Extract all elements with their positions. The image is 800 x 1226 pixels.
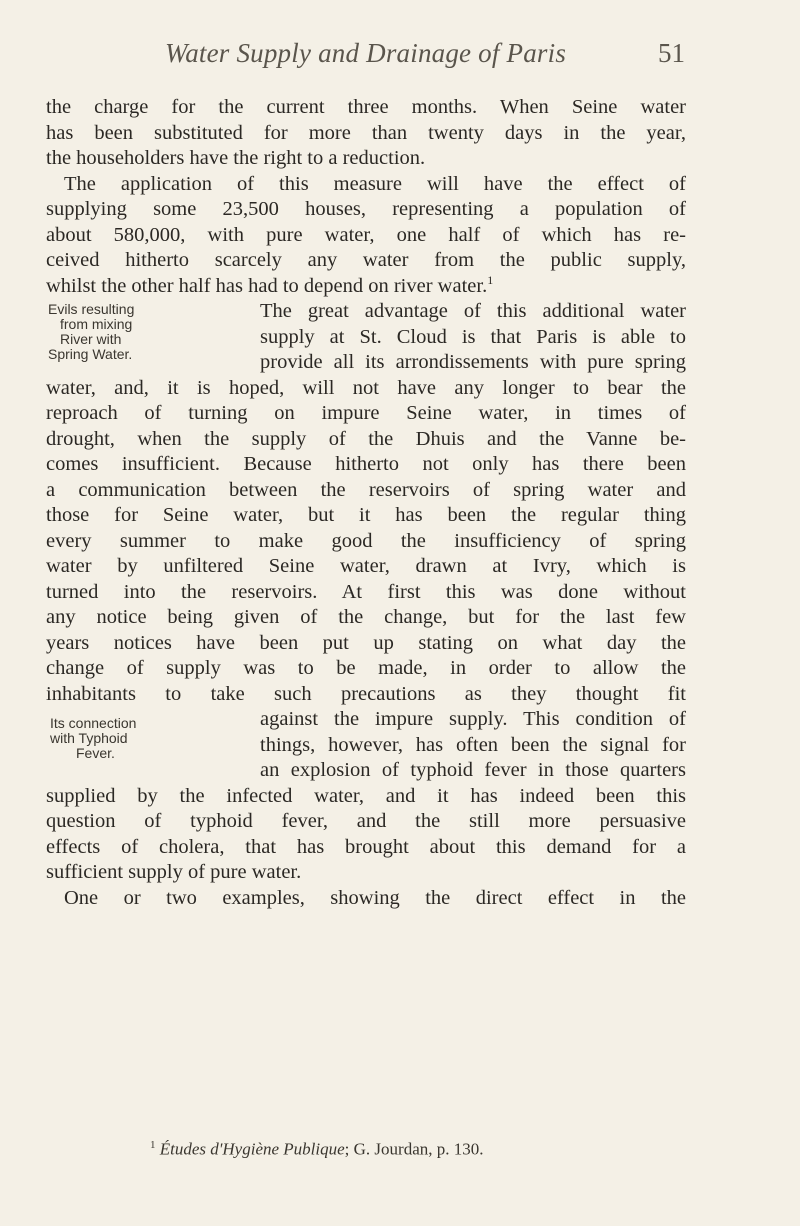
text-line: about 580,000, with pure water, one half of which has re- xyxy=(46,223,686,246)
text-line: effects of cholera, that has brought about this demand for a xyxy=(46,835,686,858)
text-line: reproach of turning on impure Seine water, in times of xyxy=(46,402,686,424)
text-line: any notice being given of the change, but for the last few xyxy=(46,606,686,628)
footnote-marker: 1 xyxy=(150,1139,156,1151)
running-title: Water Supply and Drainage of Paris xyxy=(165,38,567,68)
text-line: water by unfiltered Seine water, drawn at Ivry, which is xyxy=(46,555,686,577)
text-line: against the impure supply. This condition of xyxy=(260,708,686,730)
text-line: question of typhoid fever, and the still more persuasive xyxy=(46,810,686,832)
text-line: things, however, has often been the signal for xyxy=(260,733,686,756)
marginal-note-evils: Evils resulting from mixing River with Spring Water. xyxy=(48,301,135,362)
marginal-note-typhoid: Its connection with Typhoid Fever. xyxy=(50,715,137,761)
page-number: 51 xyxy=(658,38,685,68)
text-line: sufficient supply of pure water. xyxy=(46,861,302,883)
text-line: has been substituted for more than twenty days in the year, xyxy=(46,121,686,144)
text-line: drought, when the supply of the Dhuis and the Vanne be- xyxy=(46,427,686,450)
text-line: a communication between the reservoirs of spring water and xyxy=(46,478,686,501)
text-line: every summer to make good the insufficiency of spring xyxy=(46,529,686,552)
text-line: supplied by the infected water, and it has indeed been this xyxy=(46,784,686,807)
text-line: The great advantage of this additional water xyxy=(260,300,686,322)
text-line: supply at St. Cloud is that Paris is able to xyxy=(260,325,686,348)
text-line: water, and, it is hoped, will not have any longer to bear the xyxy=(46,376,686,399)
text-line: ceived hitherto scarcely any water from the public supply, xyxy=(46,249,686,271)
footnote-reference: 1 xyxy=(487,272,494,287)
text-line: change of supply was to be made, in order to allow the xyxy=(46,657,686,679)
footnote-source-title: Études d'Hygiène Publique xyxy=(159,1139,345,1159)
text-line: whilst the other half has had to depend on river water.$^1$ xyxy=(46,272,494,297)
text-line: turned into the reservoirs. At first this was done without xyxy=(46,580,686,603)
text-line: supplying some 23,500 houses, representing a population of xyxy=(46,198,686,220)
text-line: inhabitants to take such precautions as they thought fit xyxy=(46,682,686,705)
text-line: provide all its arrondissements with pure spring xyxy=(260,351,686,373)
text-line: One or two examples, showing the direct effect in the xyxy=(64,886,686,909)
footnote xyxy=(150,1139,484,1160)
text-line: an explosion of typhoid fever in those quarters xyxy=(260,759,686,781)
text-line: those for Seine water, but it has been the regular thing xyxy=(46,504,686,526)
page-header xyxy=(0,38,800,78)
text-line: the householders have the right to a reduction. xyxy=(46,147,426,169)
text-line: years notices have been put up stating on what day the xyxy=(46,631,686,654)
text-line: the charge for the current three months. When Seine water xyxy=(46,96,686,118)
footnote-source-details: ; G. Jourdan, p. 130. xyxy=(344,1139,484,1159)
text-line: The application of this measure will have the effect of xyxy=(64,172,686,195)
text-line: comes insufficient. Because hitherto not only has there been xyxy=(46,453,686,475)
